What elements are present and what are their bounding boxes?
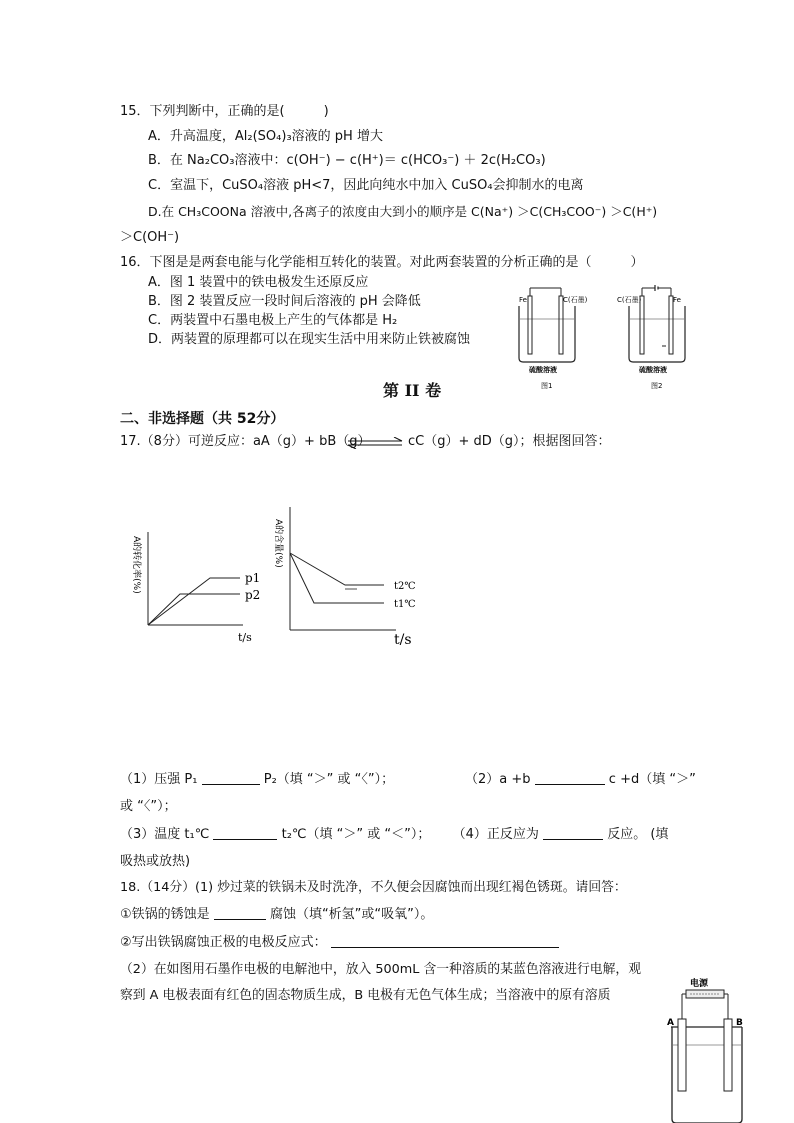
- q17-graph2: [270, 505, 430, 650]
- q18-item1-suffix: 腐蚀（填“析氢”或“吸氧”）。: [269, 907, 434, 922]
- q18-item2-line: [120, 934, 559, 952]
- q18-item1-prefix: ①铁锅的锈蚀是: [120, 907, 210, 922]
- q17-blank4-suffix: 反应。 (填: [607, 827, 669, 842]
- q17-blank2-cont: 或 “〈”）；: [120, 799, 177, 814]
- section-subtitle: 二、非选择题（共 52分）: [120, 411, 285, 427]
- q17-graph1: [128, 520, 278, 645]
- q17-graph1-series-p2: p2: [245, 588, 261, 602]
- q17-blank3-suffix: t₂℃（填 “＞” 或 “＜”）；: [281, 827, 431, 842]
- q16-fig1-right-label: C(石墨): [563, 296, 588, 304]
- q16-option-d: D．两装置的原理都可以在现实生活中用来防止铁被腐蚀: [148, 332, 471, 347]
- q16-fig1-left-label: Fe: [519, 296, 527, 304]
- q17-blank3-prefix: （3）温度 t₁℃: [120, 827, 210, 842]
- q17-blank4-cont: 吸热或放热): [120, 854, 191, 869]
- q17-blank1-prefix: （1）压强 P₁: [120, 772, 198, 787]
- q15-option-d: D.在 CH₃COONa 溶液中,各离子的浓度由大到小的顺序是 C(Na⁺) ＞C(CH₃COO⁻) ＞C(H⁺): [148, 204, 658, 219]
- q17-blank34-line: [120, 826, 668, 844]
- q18-item1-line: [120, 906, 433, 924]
- q15-option-b: B．在 Na₂CO₃溶液中：c(OH⁻) − c(H⁺)＝ c(HCO₃⁻) ＋ 2c(H₂CO₃): [148, 153, 546, 168]
- q17-blank1-line: [120, 771, 394, 789]
- section-title: 第 II 卷: [383, 381, 442, 400]
- q16-option-c: C．两装置中石墨电极上产生的气体都是 H₂: [148, 313, 398, 328]
- q17-blank3[interactable]: [213, 827, 277, 840]
- q17-graph2-series-t1: t1℃: [394, 599, 416, 610]
- q17-stem-right: cC（g）+ dD（g）；根据图回答：: [408, 434, 611, 449]
- q17-blank2-suffix: c +d（填 “＞”: [608, 772, 696, 787]
- q17-blank2-prefix: （2）a +b: [465, 772, 531, 787]
- q18-blank2[interactable]: [331, 935, 559, 948]
- q18-part2-line2: 察到 A 电极表面有红色的固态物质生成，B 电极有无色气体生成；当溶液中的原有溶质: [120, 988, 611, 1003]
- q17-graph1-xlabel: t/s: [238, 631, 252, 644]
- q16-fig2: [617, 285, 685, 390]
- q17-blank2-line: [465, 771, 696, 789]
- q16-fig1-caption: 图1: [541, 382, 553, 390]
- q17-stem-left: 17.（8分）可逆反应：aA（g）+ bB（g）: [120, 434, 371, 449]
- q18-electrolysis-figure: [664, 975, 764, 1123]
- q17-blank1-suffix: P₂（填 “＞” 或 “〈”）；: [263, 772, 395, 787]
- q18-stem: 18.（14分）(1) 炒过菜的铁锅未及时洗净，不久便会因腐蚀而出现红褐色锈斑。请回答：: [120, 880, 627, 895]
- q17-blank4-prefix: （4）正反应为: [452, 827, 539, 842]
- q15-option-a: A．升高温度，Al₂(SO₄)₃溶液的 pH 增大: [148, 129, 383, 144]
- q17-graph1-series-p1: p1: [245, 571, 261, 585]
- q18-electrode-b-label: B: [736, 1018, 743, 1028]
- q18-part2-line1: （2）在如图用石墨作电极的电解池中，放入 500mL 含一种溶质的某蓝色溶液进行电解，观: [120, 962, 641, 977]
- q16-figures: [505, 284, 695, 399]
- q15-stem: 15．下列判断中，正确的是( ): [120, 104, 329, 119]
- q16-fig2-caption: 图2: [651, 382, 663, 390]
- q17-graph2-series-t2: t2℃: [394, 581, 416, 592]
- q18-item2-prefix: ②写出铁锅腐蚀正极的电极反应式：: [120, 935, 327, 950]
- q17-graph1-curve-p2: [148, 594, 240, 625]
- q16-fig2-left-label: C(石墨): [617, 296, 642, 304]
- q16-fig2-solution: 硫酸溶液: [639, 366, 667, 374]
- q17-blank1[interactable]: [202, 772, 260, 785]
- q17-graph2-xlabel: t/s: [394, 632, 412, 648]
- q15-option-d-cont: ＞C(OH⁻): [120, 230, 180, 245]
- q15-option-c: C．室温下，CuSO₄溶液 pH<7，因此向纯水中加入 CuSO₄会抑制水的电离: [148, 178, 584, 193]
- q18-power-label: 电源: [690, 979, 709, 989]
- q18-electrode-a-label: A: [667, 1018, 674, 1028]
- q17-graph1-curve-p1: [148, 578, 240, 625]
- q16-fig1: [519, 288, 588, 390]
- q17-blank2[interactable]: [535, 772, 605, 785]
- q17-graph2-ylabel: A的含量(%): [273, 519, 283, 568]
- q18-blank1[interactable]: [214, 907, 266, 920]
- q16-option-b: B．图 2 装置反应一段时间后溶液的 pH 会降低: [148, 294, 421, 309]
- equilibrium-arrow-icon: [346, 437, 404, 449]
- q17-graph2-curve-t1: [290, 553, 384, 603]
- q17-graph1-ylabel: A的转化率(%): [131, 536, 141, 594]
- q16-fig1-solution: 硫酸溶液: [529, 366, 557, 374]
- q16-fig2-right-label: Fe: [673, 296, 681, 304]
- q16-option-a: A．图 1 装置中的铁电极发生还原反应: [148, 275, 369, 290]
- q16-stem: 16．下图是是两套电能与化学能相互转化的装置。对此两套装置的分析正确的是（ ）: [120, 255, 644, 270]
- q17-graph2-curve-t2: [290, 553, 384, 585]
- q17-blank4[interactable]: [543, 827, 603, 840]
